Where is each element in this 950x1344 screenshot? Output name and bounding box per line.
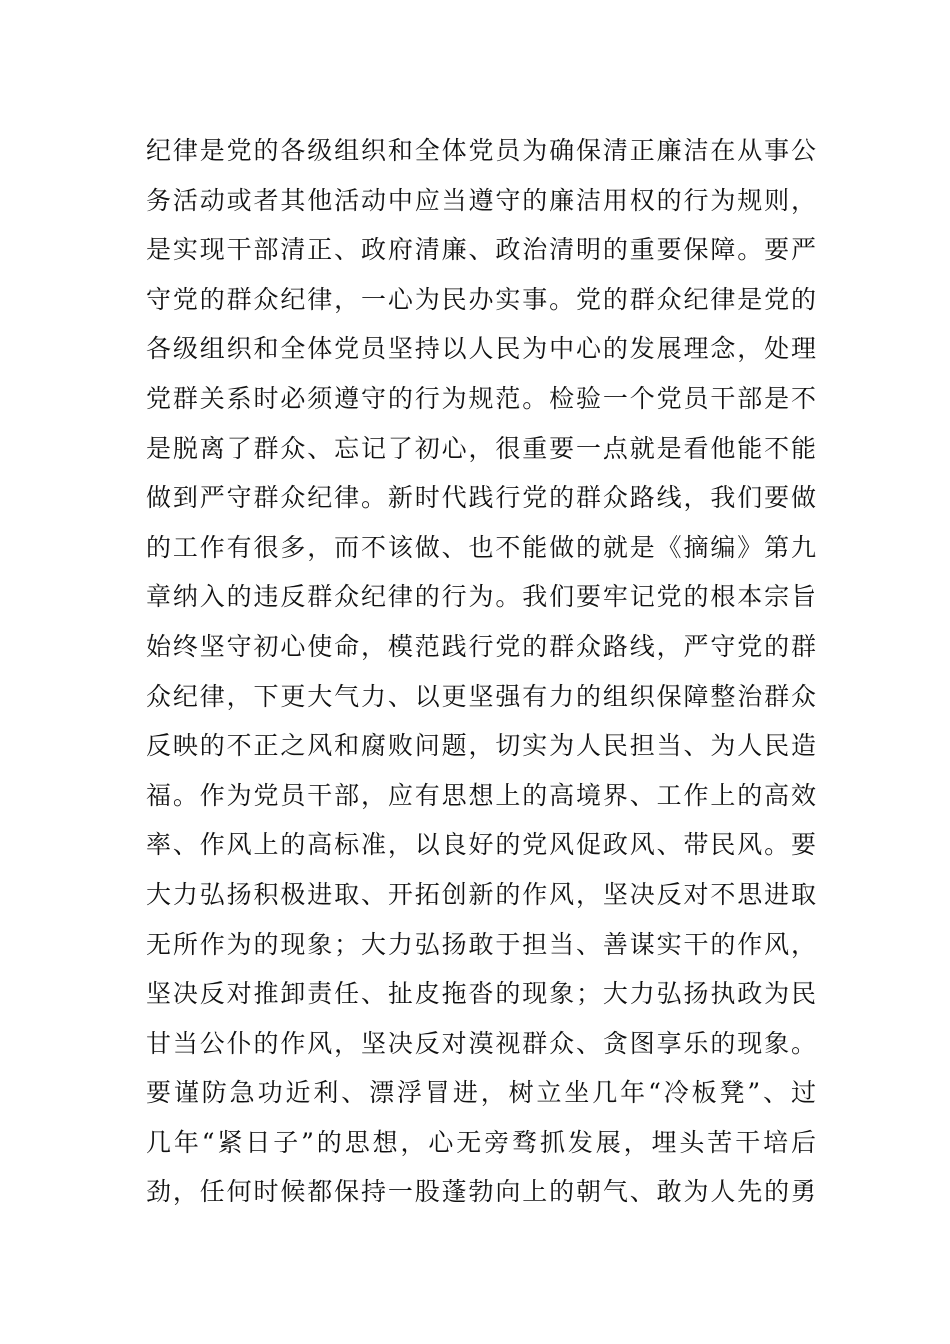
text-line-17: 无所作为的现象；大力弘扬敢于担当、善谋实干的作风，: [146, 929, 816, 959]
text-line-13: 反映的不正之风和腐败问题，切实为人民担当、为人民造: [146, 731, 816, 761]
text-line-6: 党群关系时必须遵守的行为规范。检验一个党员干部是不: [146, 383, 816, 413]
text-line-21: 几年“紧日子”的思想，心无旁骛抓发展，埋头苦干培后: [146, 1127, 816, 1157]
text-line-7: 是脱离了群众、忘记了初心，很重要一点就是看他能不能: [146, 433, 816, 463]
text-line-9: 的工作有很多，而不该做、也不能做的就是《摘编》第九: [146, 532, 816, 562]
body-paragraph: [146, 126, 816, 1217]
text-line-20: 要谨防急功近利、漂浮冒进，树立坐几年“冷板凳”、过: [146, 1078, 816, 1108]
text-line-8: 做到严守群众纪律。新时代践行党的群众路线，我们要做: [146, 483, 816, 513]
text-line-11: 始终坚守初心使命，模范践行党的群众路线，严守党的群: [146, 631, 816, 661]
text-line-18: 坚决反对推卸责任、扯皮拖沓的现象；大力弘扬执政为民: [146, 979, 816, 1009]
text-line-19: 甘当公仆的作风，坚决反对漠视群众、贪图享乐的现象。: [146, 1028, 816, 1058]
text-line-16: 大力弘扬积极进取、开拓创新的作风，坚决反对不思进取: [146, 879, 816, 909]
text-line-14: 福。作为党员干部，应有思想上的高境界、工作上的高效: [146, 780, 816, 810]
text-line-22: 劲，任何时候都保持一股蓬勃向上的朝气、敢为人先的勇: [146, 1177, 816, 1207]
text-line-5: 各级组织和全体党员坚持以人民为中心的发展理念，处理: [146, 334, 816, 364]
text-line-2: 务活动或者其他活动中应当遵守的廉洁用权的行为规则，: [146, 185, 816, 215]
text-line-1: 纪律是党的各级组织和全体党员为确保清正廉洁在从事公: [146, 136, 816, 165]
text-line-10: 章纳入的违反群众纪律的行为。我们要牢记党的根本宗旨: [146, 582, 816, 612]
text-line-12: 众纪律，下更大气力、以更坚强有力的组织保障整治群众: [146, 681, 816, 711]
text-line-3: 是实现干部清正、政府清廉、政治清明的重要保障。要严: [146, 235, 816, 265]
text-line-4: 守党的群众纪律，一心为民办实事。党的群众纪律是党的: [146, 284, 816, 314]
text-line-15: 率、作风上的高标准，以良好的党风促政风、带民风。要: [146, 830, 816, 860]
